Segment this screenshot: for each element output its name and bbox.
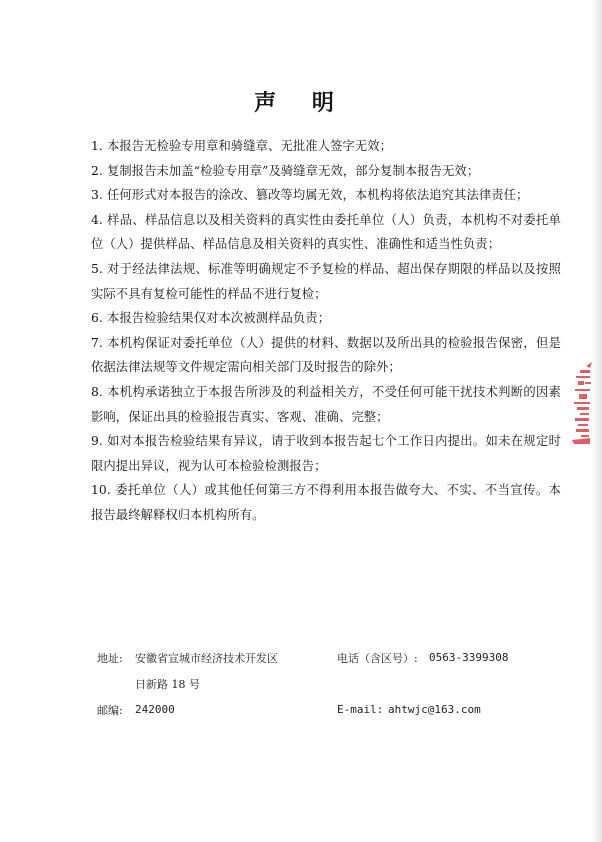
declaration-item-9: 9. 如对本报告检验结果有异议，请于收到本报告起七个工作日内提出。如未在规定时限内提出异议，视为认可本检验检测报告； <box>91 434 561 473</box>
declaration-list <box>91 134 561 528</box>
declaration-item-7: 7. 本机构保证对委托单位（人）提供的材料、数据以及所出具的检验报告保密，但是依据法律法规等文件规定需向相关部门及时报告的除外； <box>91 335 561 375</box>
declaration-item-6: 6. 本报告检验结果仅对本次被测样品负责； <box>91 311 331 326</box>
email-label: E-mail: <box>337 703 384 716</box>
address-label: 地址: <box>97 652 123 665</box>
postcode-value: 242000 <box>135 703 175 716</box>
declaration-item-1: 1. 本报告无检验专用章和骑缝章、无批准人签字无效； <box>91 139 393 153</box>
declaration-item-5: 5. 对于经法律法规、标准等明确规定不予复检的样品、超出保存期限的样品以及按照实际不具有复检可能性的样品不进行复检； <box>91 261 561 301</box>
seal-stamp-fragment <box>566 360 594 445</box>
address-line-1: 安徽省宣城市经济技术开发区 <box>135 652 278 665</box>
address-line-2: 日新路 18 号 <box>135 678 200 691</box>
postcode-label: 邮编: <box>97 704 123 717</box>
email-value: ahtwjc@163.com <box>388 703 481 716</box>
page-title: 声 明 <box>254 91 348 116</box>
declaration-item-10: 10. 委托单位（人）或其他任何第三方不得利用本报告做夸大、不实、不当宣传。本报告最终解释权归本机构所有。 <box>91 483 561 522</box>
declaration-item-8: 8. 本机构承诺独立于本报告所涉及的利益相关方，不受任何可能干扰技术判断的因素影响，保证出具的检验报告真实、客观、准确、完整； <box>91 384 561 424</box>
phone-label: 电话（含区号）: <box>337 652 418 665</box>
phone-value: 0563-3399308 <box>429 651 509 664</box>
declaration-item-3: 3. 任何形式对本报告的涂改、篡改等均属无效，本机构将依法追究其法律责任； <box>91 188 529 203</box>
declaration-item-4: 4. 样品、样品信息以及相关资料的真实性由委托单位（人）负责，本机构不对委托单位（人）提供样品、样品信息及相关资料的真实性、准确性和适当性负责； <box>91 212 561 252</box>
declaration-item-2: 2. 复制报告未加盖“检验专用章”及骑缝章无效，部分复制本报告无效； <box>91 163 480 178</box>
